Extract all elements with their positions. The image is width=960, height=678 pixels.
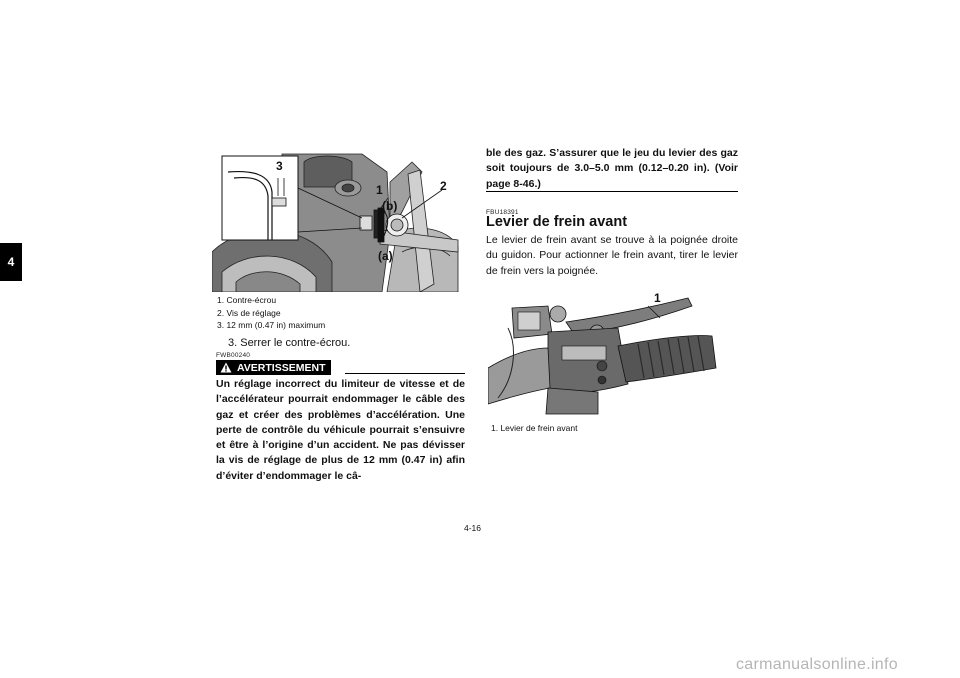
warning-label-text: AVERTISSEMENT (237, 361, 326, 374)
callout-b: (b) (382, 199, 398, 213)
section-body: Le levier de frein avant se trouve à la poignée droite du guidon. Pour actionner le frein avant, tirer le levier de frein vers la poignée. (486, 234, 738, 277)
callout-3: 3 (276, 159, 283, 173)
section-code: FBU18391 (486, 209, 519, 216)
brake-lever-illustration (488, 288, 738, 416)
brake-callout-1: 1 (654, 291, 661, 305)
warning-code: FWB00240 (216, 352, 251, 359)
callout-a: (a) (378, 249, 393, 263)
caption-item: 3. 12 mm (0.47 in) maximum (217, 320, 326, 330)
section-rule (486, 191, 738, 192)
callout-1: 1 (376, 183, 383, 197)
caption-item: 2. Vis de réglage (217, 307, 281, 318)
chapter-tab: 4 (0, 243, 22, 281)
throttle-adjuster-illustration (212, 152, 468, 292)
caption-item: 1. Contre-écrou (217, 295, 277, 305)
figure2-caption: 1. Levier de frein avant (491, 423, 578, 433)
warning-text: Un réglage incorrect du limiteur de vitesse et de l’accélérateur pourrait endommager le câble des gaz et créer des problèmes d’accélération. Une perte de contrôle du véhicule pourrait s’ensuivre et être à l’origine d’un accident. Ne pas dévisser la vis de réglage de plus de 12 mm (0.47 in) afin d’éviter d’endommager le câ- (216, 378, 465, 482)
warning-rule (345, 373, 465, 374)
figure1-captions (217, 294, 325, 332)
warning-label (216, 360, 331, 375)
warning-triangle-icon (220, 362, 232, 373)
callout-2: 2 (440, 179, 447, 193)
throttle-continuation: ble des gaz. S’assurer que le jeu du levier des gaz soit toujours de 3.0–5.0 mm (0.12–0.20 in). (Voir page 8-46.) (486, 147, 738, 190)
step-3: 3. Serrer le contre-écrou. (228, 337, 351, 349)
section-title: Levier de frein avant (486, 214, 628, 230)
page-number: 4-16 (464, 523, 482, 533)
footer-watermark: carmanualsonline.info (736, 656, 898, 673)
